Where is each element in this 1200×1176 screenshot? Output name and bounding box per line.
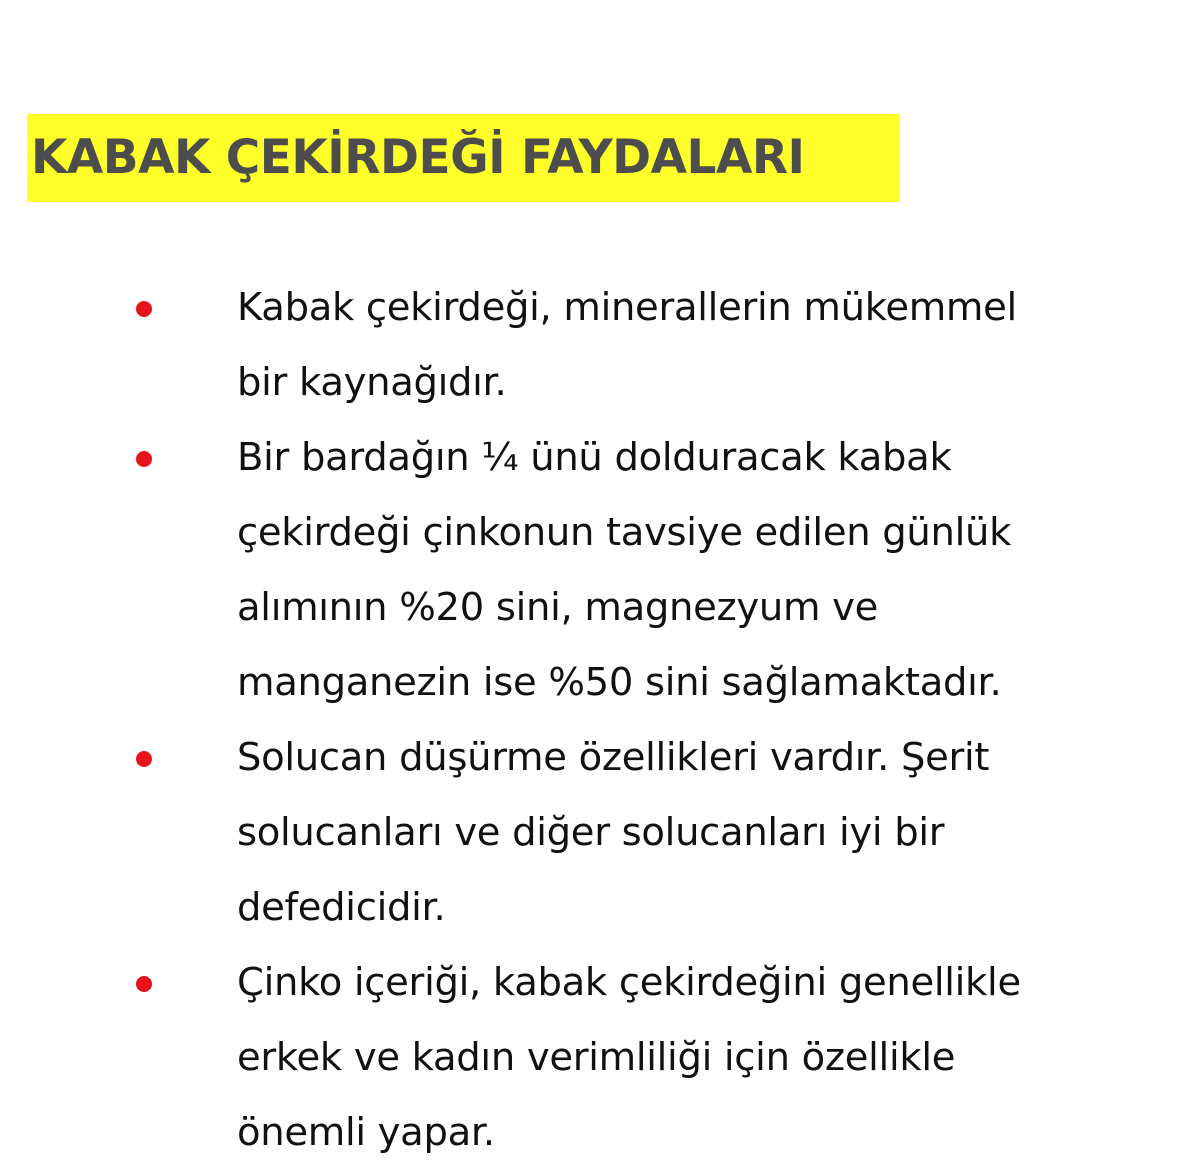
bullet-icon: [136, 451, 152, 467]
text-line: Bir bardağın ¼ ünü dolduracak kabak: [237, 435, 952, 480]
list-item: [0, 420, 1200, 720]
benefits-list: [0, 270, 1200, 1170]
text-line: bir kaynağıdır.: [237, 360, 507, 405]
text-line: erkek ve kadın verimliliği için özellikle: [237, 1035, 956, 1080]
list-item-text: [237, 945, 1137, 1170]
text-line: Çinko içeriği, kabak çekirdeğini genellikle: [237, 960, 1021, 1005]
document-title: KABAK ÇEKİRDEĞİ FAYDALARI: [27, 114, 900, 202]
text-line: solucanları ve diğer solucanları iyi bir: [237, 810, 945, 855]
text-line: alımının %20 sini, magnezyum ve: [237, 585, 878, 630]
list-item-text: [237, 270, 1137, 420]
list-item-text: [237, 420, 1137, 720]
bullet-icon: [136, 976, 152, 992]
list-item: [0, 270, 1200, 420]
list-item: [0, 720, 1200, 945]
list-item-text: [237, 720, 1137, 945]
list-item: [0, 945, 1200, 1170]
text-line: önemli yapar.: [237, 1110, 495, 1155]
text-line: çekirdeği çinkonun tavsiye edilen günlük: [237, 510, 1012, 555]
text-line: manganezin ise %50 sini sağlamaktadır.: [237, 660, 1002, 705]
text-line: defedicidir.: [237, 885, 446, 930]
bullet-icon: [136, 751, 152, 767]
text-line: Kabak çekirdeği, minerallerin mükemmel: [237, 285, 1017, 330]
bullet-icon: [136, 301, 152, 317]
text-line: Solucan düşürme özellikleri vardır. Şerit: [237, 735, 990, 780]
